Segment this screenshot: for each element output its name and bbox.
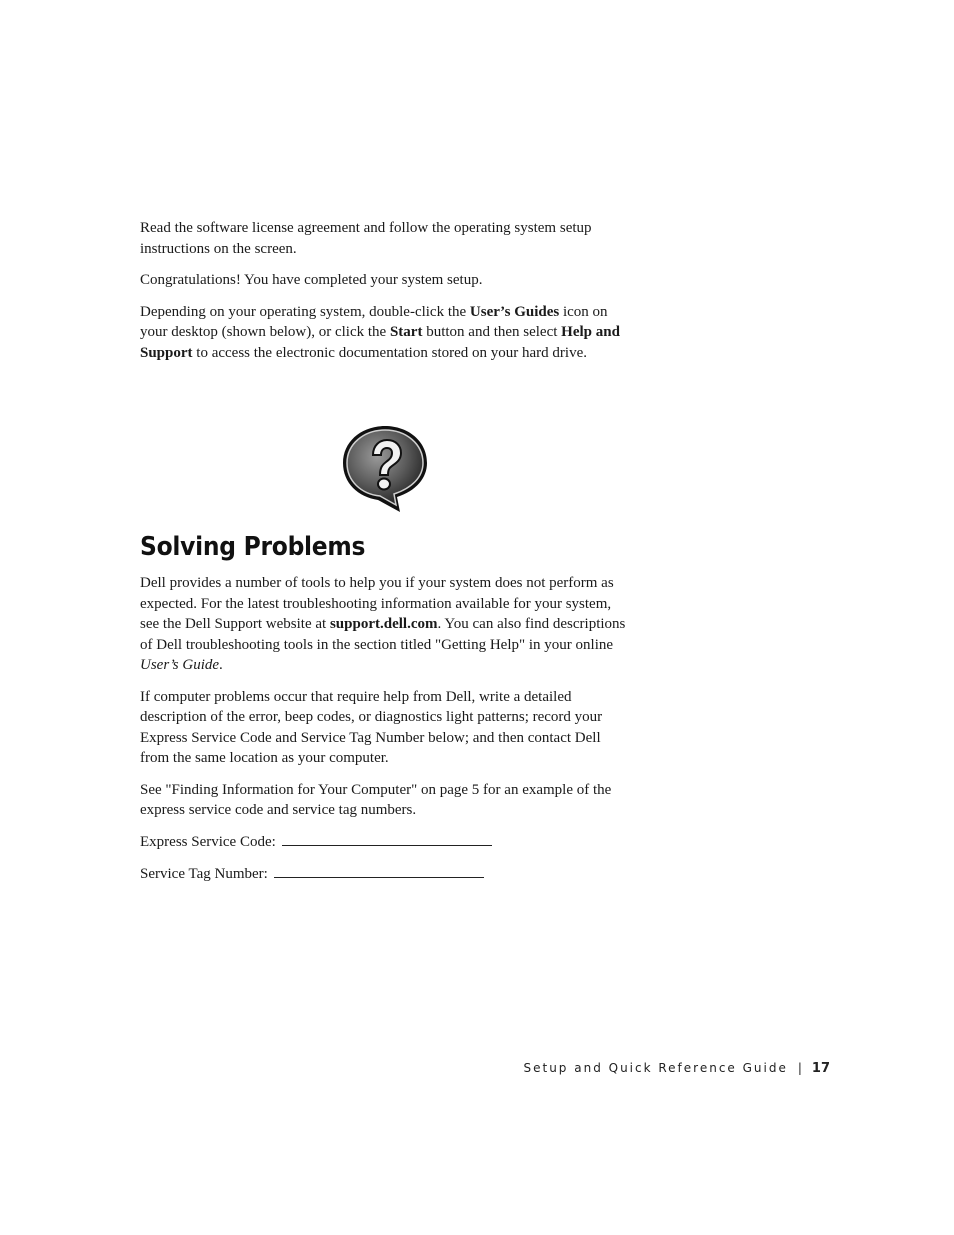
users-guides-term: User’s Guides (469, 303, 560, 320)
help-and-support-term: Help and Support (140, 324, 620, 361)
express-service-code-line (140, 832, 632, 853)
congratulations-paragraph: Congratulations! You have completed your system setup. (140, 272, 483, 288)
users-guide-title: User’s Guide (140, 657, 220, 673)
license-paragraph: Read the software license agreement and follow the operating system setup instructions on the screen. (140, 220, 592, 257)
intro-section (140, 218, 632, 374)
page-footer (524, 1061, 831, 1076)
express-service-code-blank (282, 833, 492, 846)
service-tag-line (140, 864, 632, 885)
footer-guide-title: Setup and Quick Reference Guide (523, 1061, 788, 1075)
contact-paragraph: If computer problems occur that require help from Dell, write a detailed description of the error, beep codes, or diagnostics light patterns; record your Express Service Code and Service Tag Number below; and then contact Dell from the same location as your computer. (140, 688, 603, 766)
question-mark-speech-bubble-icon (340, 423, 430, 515)
question-mark-svg (340, 423, 430, 515)
documentation-paragraph: Depending on your operating system, double-click the User’s Guides icon on your desktop (shown below), or click the Start button and then select Help and Support to access the electronic documentation stored on your hard drive. (140, 303, 620, 361)
tools-paragraph: Dell provides a number of tools to help you if your system does not perform as expected. For the latest troubleshooting information available for your system, see the Dell Support website at support.dell.com. You can also find descriptions of Dell troubleshooting tools in the section titled "Getting Help" in your online User’s Guide. (140, 575, 626, 673)
service-tag-blank (274, 865, 484, 878)
service-tag-label: Service Tag Number: (140, 866, 268, 882)
page-number: 17 (811, 1061, 830, 1076)
start-term: Start (389, 324, 423, 340)
express-service-code-label: Express Service Code: (140, 833, 276, 850)
section-title: Solving Problems (140, 532, 366, 562)
solving-problems-body (140, 573, 632, 896)
footer-separator: | (797, 1061, 802, 1075)
support-website-link-text: support.dell.com (329, 616, 438, 632)
finding-info-paragraph: See "Finding Information for Your Computer" on page 5 for an example of the express service code and service tag numbers. (140, 781, 612, 818)
